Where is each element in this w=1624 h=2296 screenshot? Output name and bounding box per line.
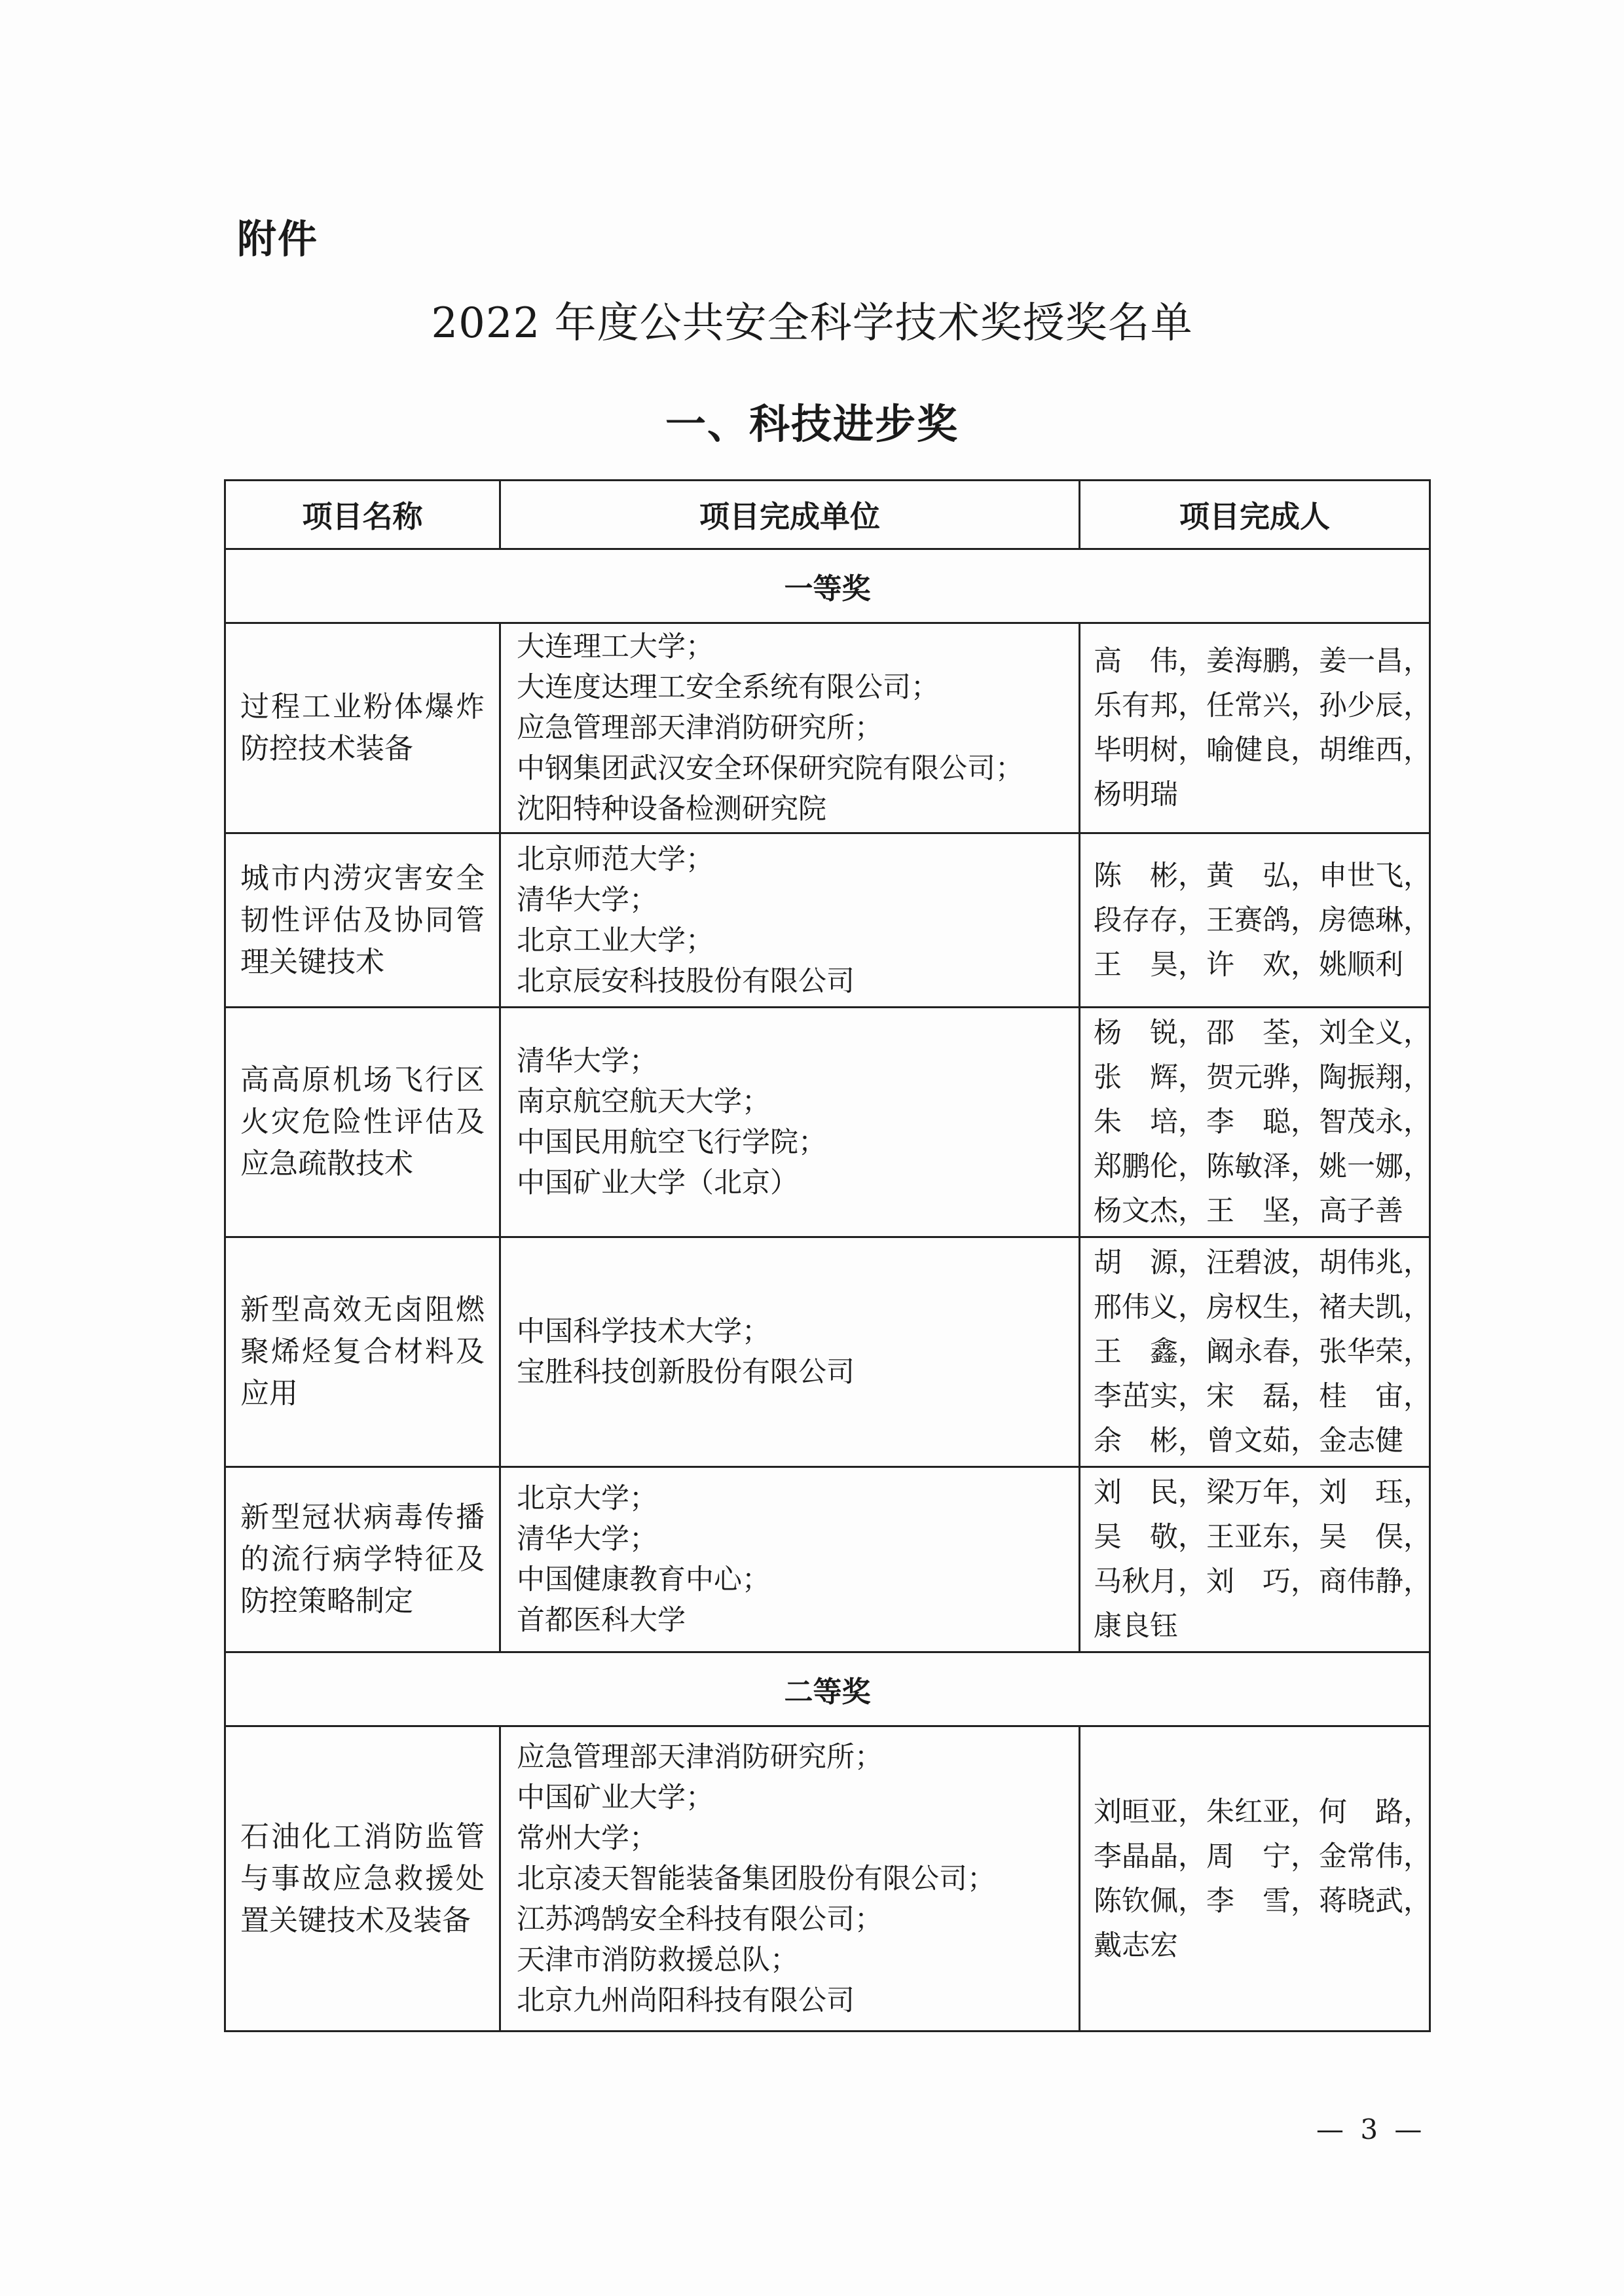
unit-line: 沈阳特种设备检测研究院 (517, 793, 826, 826)
table-row (225, 1237, 1430, 1467)
unit-line: 清华大学； (517, 1045, 657, 1078)
project-units-cell (500, 623, 1080, 833)
header-project-name: 项目名称 (225, 481, 500, 549)
people-line: 马秋月，刘 巧，商伟静， (1094, 1565, 1431, 1598)
unit-line: 首都医科大学 (517, 1604, 686, 1637)
unit-line: 大连理工大学； (517, 630, 714, 663)
project-people-cell (1080, 1726, 1430, 2032)
unit-line: 常州大学； (517, 1821, 657, 1855)
people-line: 高 伟，姜海鹏，姜一昌， (1094, 645, 1431, 678)
people-line: 毕明树，喻健良，胡维西， (1094, 734, 1431, 767)
people-line: 吴 敬，王亚东，吴 俣， (1094, 1521, 1431, 1554)
people-line: 戴志宏 (1094, 1929, 1178, 1962)
unit-line: 清华大学； (517, 1523, 657, 1556)
people-line: 李晶晶，周 宁，金常伟， (1094, 1840, 1431, 1873)
people-line: 邢伟义，房权生，褚夫凯， (1094, 1291, 1431, 1324)
unit-line: 大连度达理工安全系统有限公司； (517, 671, 939, 704)
people-line: 杨文杰，王 坚，高子善 (1094, 1195, 1403, 1228)
unit-line: 北京工业大学； (517, 924, 714, 957)
people-line: 刘 民，梁万年，刘 珏， (1094, 1476, 1431, 1509)
people-line: 杨 锐，邵 荃，刘全义， (1094, 1017, 1431, 1049)
header-project-units: 项目完成单位 (500, 481, 1080, 549)
attachment-label: 附件 (237, 217, 318, 263)
table-row (225, 833, 1430, 1008)
project-people-cell (1080, 1467, 1430, 1652)
project-units-cell (500, 1008, 1080, 1237)
project-name-cell: 城市内涝灾害安全韧性评估及协同管理关键技术 (225, 833, 500, 1008)
unit-line: 江苏鸿鹄安全科技有限公司； (517, 1903, 883, 1936)
page-number: — 3 — (1316, 2113, 1426, 2145)
unit-line: 中国民用航空飞行学院； (517, 1126, 826, 1159)
section-title: 一、科技进步奖 (665, 400, 959, 448)
table-row (225, 1467, 1430, 1652)
people-line: 王 鑫，阚永春，张华荣， (1094, 1336, 1431, 1368)
people-line: 李茁实，宋 磊，桂 宙， (1094, 1380, 1431, 1413)
table-header-row (225, 481, 1430, 549)
people-line: 陈钦佩，李 雪，蒋晓武， (1094, 1884, 1431, 1918)
people-line: 刘晅亚，朱红亚，何 路， (1094, 1795, 1431, 1829)
unit-line: 应急管理部天津消防研究所； (517, 712, 883, 744)
table-row (225, 1008, 1430, 1237)
unit-line: 宝胜科技创新股份有限公司 (517, 1356, 855, 1389)
project-name-cell: 过程工业粉体爆炸防控技术装备 (225, 623, 500, 833)
people-line: 康良钰 (1094, 1610, 1178, 1643)
people-line: 陈 彬，黄 弘，申世飞， (1094, 859, 1431, 892)
award-table (224, 479, 1431, 2032)
grade-row (225, 549, 1430, 623)
people-line: 乐有邦，任常兴，孙少辰， (1094, 689, 1431, 722)
grade-label: 二等奖 (225, 1652, 1430, 1726)
people-line: 王 昊，许 欢，姚顺利 (1094, 948, 1403, 981)
people-line: 余 彬，曾文茹，金志健 (1094, 1425, 1403, 1457)
people-line: 胡 源，汪碧波，胡伟兆， (1094, 1247, 1431, 1279)
unit-line: 清华大学； (517, 883, 657, 917)
project-name-cell: 石油化工消防监管与事故应急救援处置关键技术及装备 (225, 1726, 500, 2032)
people-line: 杨明瑞 (1094, 778, 1178, 811)
unit-line: 北京凌天智能装备集团股份有限公司； (517, 1862, 995, 1895)
people-line: 朱 培，李 聪，智茂永， (1094, 1106, 1431, 1139)
table-row (225, 623, 1430, 833)
project-name-cell: 高高原机场飞行区火灾危险性评估及应急疏散技术 (225, 1008, 500, 1237)
unit-line: 天津市消防救援总队； (517, 1943, 798, 1977)
project-people-cell (1080, 1237, 1430, 1467)
grade-label: 一等奖 (225, 549, 1430, 623)
unit-line: 中国科学技术大学； (517, 1315, 770, 1348)
header-project-people: 项目完成人 (1080, 481, 1430, 549)
project-people-cell (1080, 833, 1430, 1008)
unit-line: 南京航空航天大学； (517, 1085, 770, 1118)
unit-line: 中钢集团武汉安全环保研究院有限公司； (517, 752, 1024, 785)
project-units-cell (500, 1237, 1080, 1467)
project-units-cell (500, 833, 1080, 1008)
document-title: 2022 年度公共安全科学技术奖授奖名单 (431, 299, 1193, 348)
table-row (225, 1726, 1430, 2032)
unit-line: 北京大学； (517, 1482, 657, 1515)
project-name-cell: 新型高效无卤阻燃聚烯烃复合材料及应用 (225, 1237, 500, 1467)
unit-line: 北京九州尚阳科技有限公司 (517, 1984, 855, 2017)
unit-line: 中国健康教育中心； (517, 1563, 770, 1596)
unit-line: 中国矿业大学（北京） (517, 1167, 798, 1199)
unit-line: 北京师范大学； (517, 843, 714, 876)
project-people-cell (1080, 1008, 1430, 1237)
project-people-cell (1080, 623, 1430, 833)
people-line: 段存存，王赛鸽，房德琳， (1094, 903, 1431, 937)
project-units-cell (500, 1726, 1080, 2032)
people-line: 张 辉，贺元骅，陶振翔， (1094, 1061, 1431, 1094)
project-name-cell: 新型冠状病毒传播的流行病学特征及防控策略制定 (225, 1467, 500, 1652)
unit-line: 应急管理部天津消防研究所； (517, 1740, 883, 1774)
unit-line: 北京辰安科技股份有限公司 (517, 964, 855, 998)
project-units-cell (500, 1467, 1080, 1652)
unit-line: 中国矿业大学； (517, 1781, 714, 1814)
people-line: 郑鹏伦，陈敏泽，姚一娜， (1094, 1150, 1431, 1183)
grade-row (225, 1652, 1430, 1726)
